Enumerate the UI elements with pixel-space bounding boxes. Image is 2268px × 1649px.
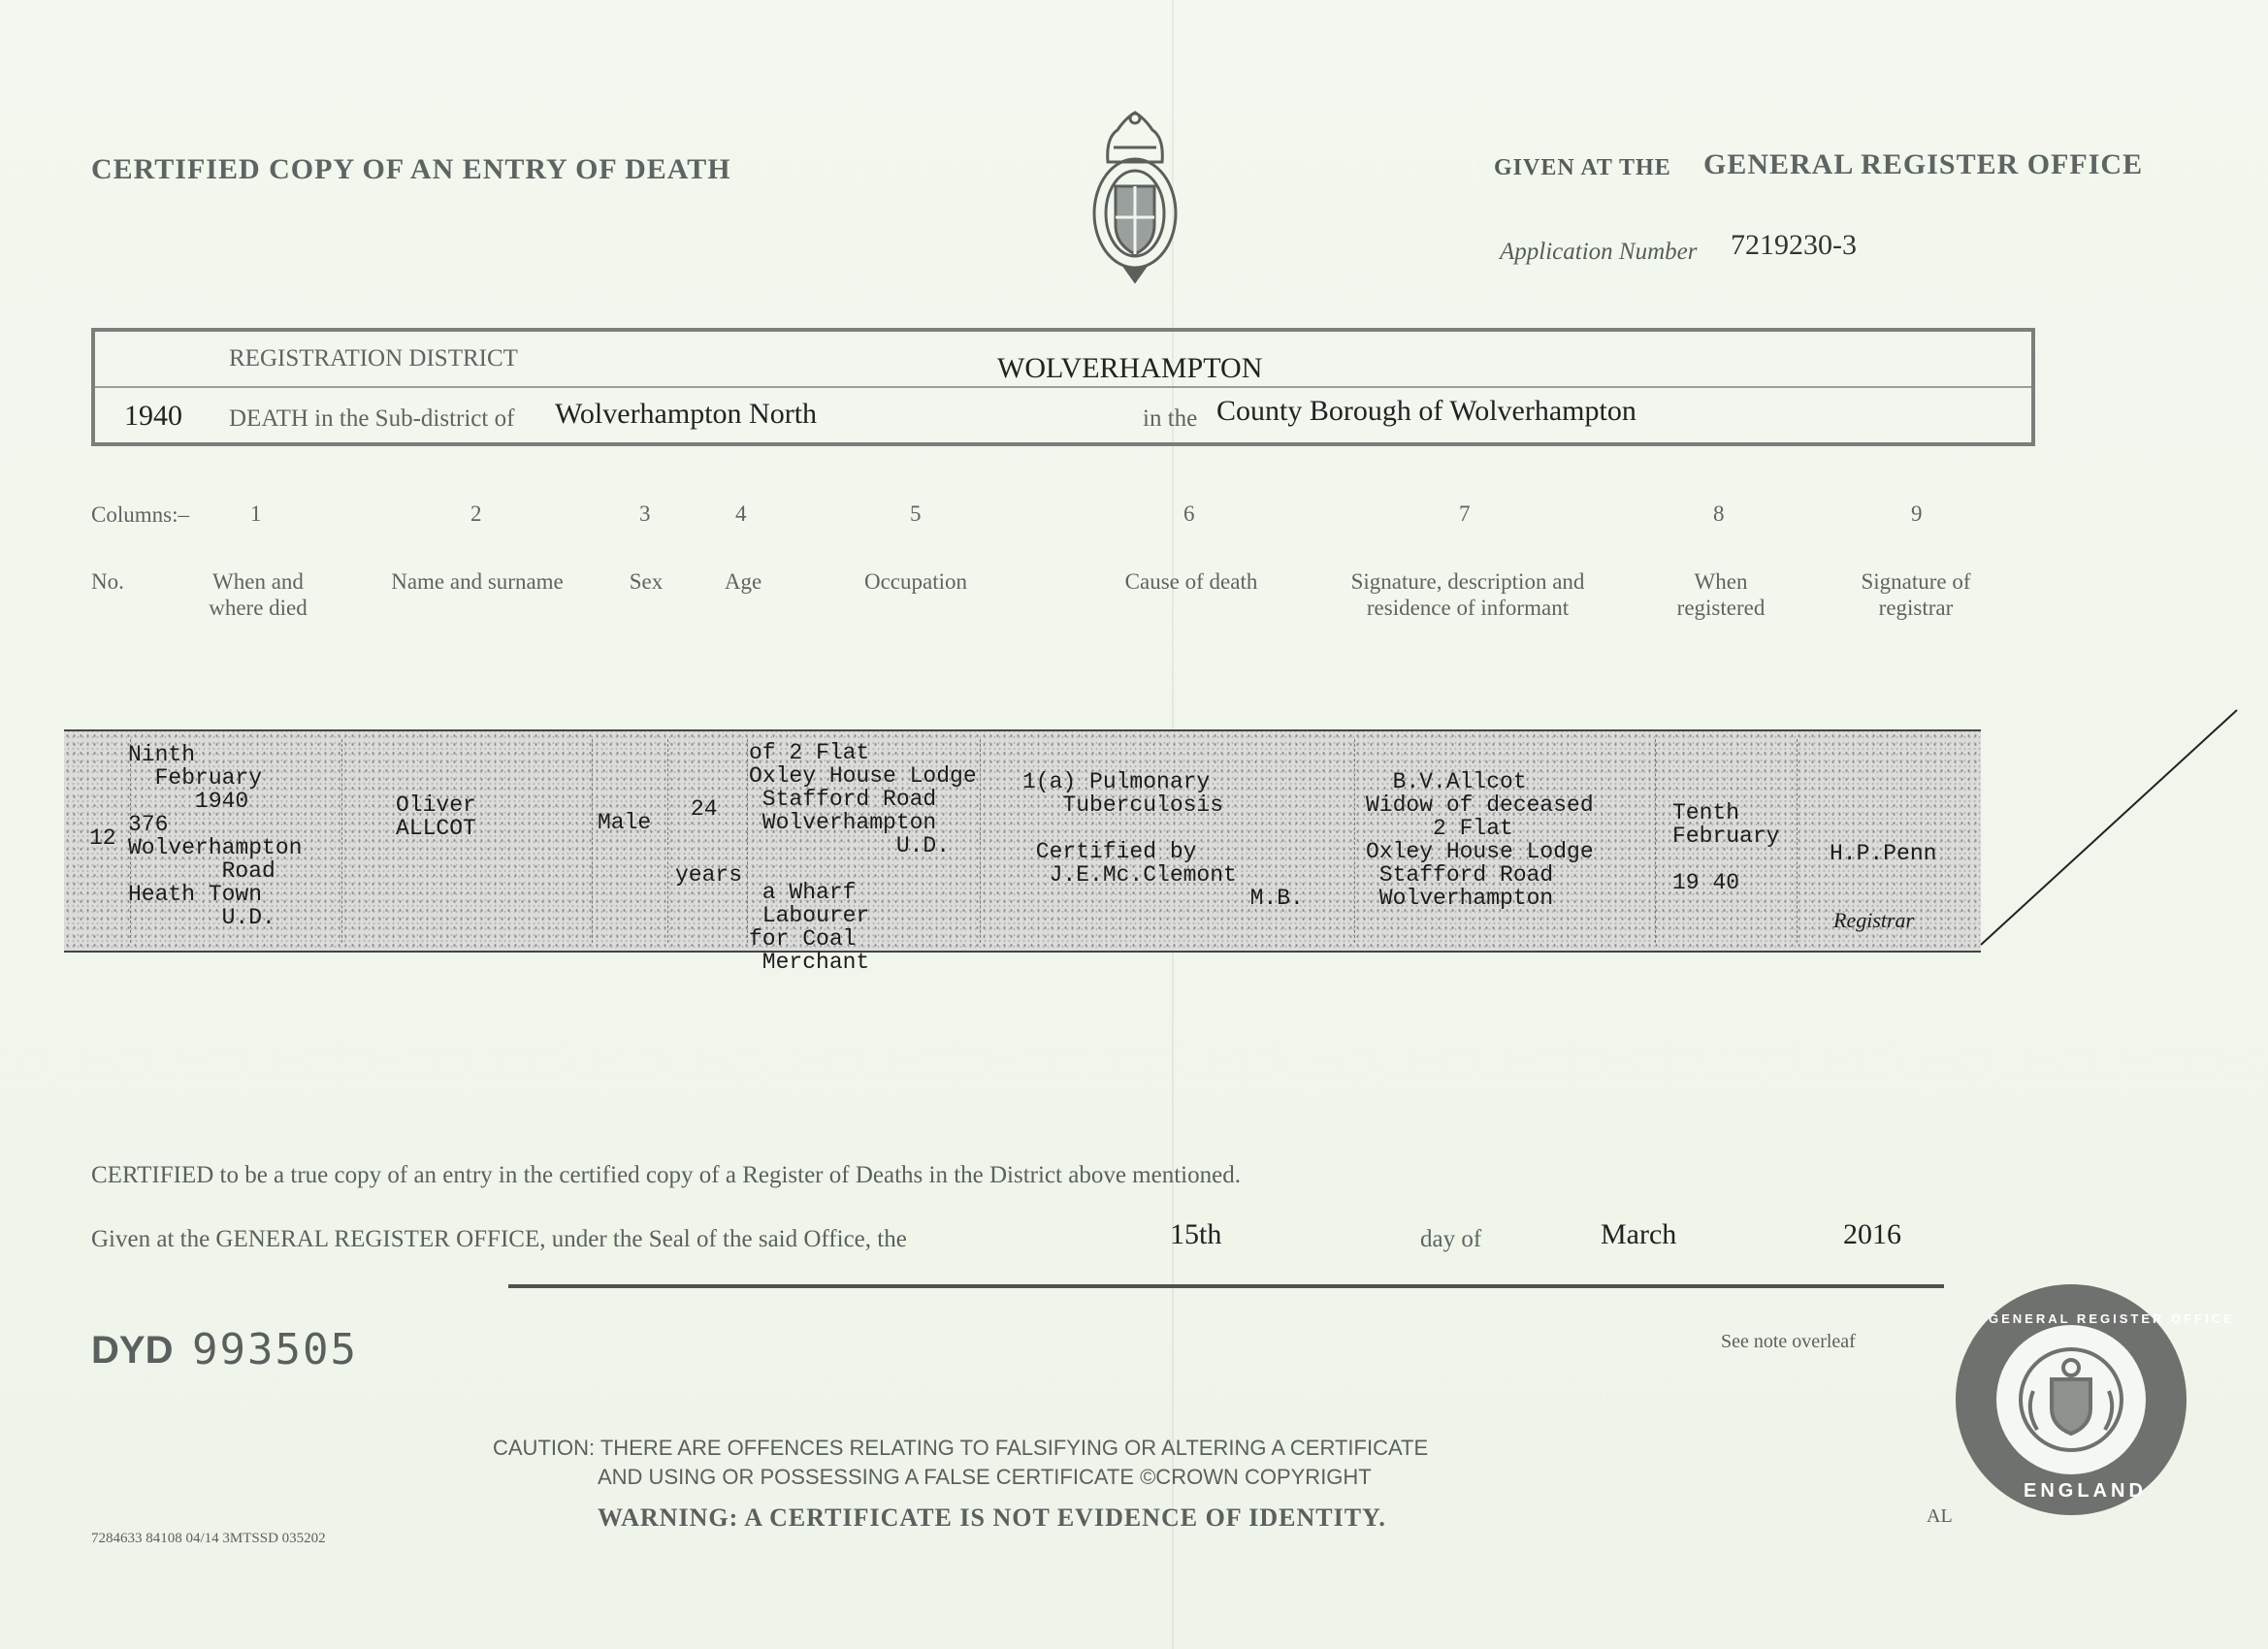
column-heading-age: Age [724,569,762,594]
entry-age-unit: years [675,862,743,888]
given-at-statement: Given at the GENERAL REGISTER OFFICE, under the Seal of the said Office, the [91,1226,907,1252]
column-number-9: 9 [1911,501,1923,526]
column-heading-cause: Cause of death [1124,569,1258,594]
entry-when-registered: Tenth February 19 40 [1672,800,1780,895]
application-label: Application Number [1500,239,1698,265]
serial-number: 993505 [192,1325,358,1374]
clerk-initials: AL [1927,1505,1953,1527]
registration-district: WOLVERHAMPTON [997,352,1263,384]
entry-age: 24 [691,796,718,822]
entry-name: Oliver ALLCOT [396,792,476,841]
column-number-7: 7 [1459,501,1471,526]
column-heading-registrar: Signature of registrar [1861,569,1971,620]
entry-sex: Male [598,810,652,835]
cancel-diagonal-line [1975,702,2247,954]
identity-warning: WARNING: A CERTIFICATE IS NOT EVIDENCE OF IDENTITY. [598,1504,1386,1532]
entry-registrar-title: Registrar [1833,908,1915,932]
entry-registrar: H.P.Penn [1830,841,1937,866]
column-heading-sex: Sex [629,569,664,594]
form-code: 7284633 84108 04/14 3MTSSD 035202 [91,1531,326,1546]
column-number-1: 1 [250,501,262,526]
registration-year: 1940 [124,400,182,432]
see-note-overleaf: See note overleaf [1721,1331,1856,1352]
column-heading-name: Name and surname [391,569,564,594]
certified-day: 15th [1170,1218,1222,1250]
column-number-5: 5 [910,501,922,526]
subdistrict-value: Wolverhampton North [555,398,818,430]
certificate-title: CERTIFIED COPY OF AN ENTRY OF DEATH [91,153,731,185]
subdistrict-label: DEATH in the Sub-district of [229,405,515,432]
seal-text-bottom: ENGLAND [2024,1480,2147,1502]
entry-when-where: Ninth February 1940 376 Wolverhampton Road Heath Town U.D. [128,742,303,930]
caution-line-2: AND USING OR POSSESSING A FALSE CERTIFICATE ©CROWN COPYRIGHT [598,1465,1372,1489]
certified-year: 2016 [1843,1218,1901,1250]
entry-cause: 1(a) Pulmonary Tuberculosis Certified by J.E.Mc.Clemont M.B. [1022,769,1304,911]
certification-rule [508,1284,1944,1288]
column-heading-occupation: Occupation [863,569,967,594]
entry-informant: B.V.Allcot Widow of deceased 2 Flat Oxley House Lodge Stafford Road Wolverhampton [1366,769,1594,911]
registration-district-label: REGISTRATION DISTRICT [229,345,518,372]
entry-number: 12 [89,825,116,851]
column-heading-informant: Signature, description and residence of informant [1350,569,1585,620]
application-number: 7219230-3 [1731,229,1857,261]
given-at-label: GIVEN AT THE [1494,155,1671,180]
seal-text-top: GENERAL REGISTER OFFICE [1989,1311,2235,1326]
certified-statement: CERTIFIED to be a true copy of an entry in the certified copy of a Register of Deaths in the District above mentioned. [91,1162,1241,1188]
column-heading-when-where: When and where died [209,569,308,620]
day-of-label: day of [1420,1226,1482,1252]
column-number-4: 4 [735,501,747,526]
county-value: County Borough of Wolverhampton [1216,395,1636,427]
columns-label: Columns:– [91,502,189,527]
column-number-2: 2 [470,501,482,526]
royal-crest-icon [1086,109,1183,298]
column-number-3: 3 [639,501,651,526]
column-heading-when-registered: When registered [1676,569,1766,620]
serial-prefix: DYD [91,1329,174,1372]
column-number-6: 6 [1183,501,1195,526]
column-number-8: 8 [1713,501,1725,526]
office-title: GENERAL REGISTER OFFICE [1703,148,2144,180]
certified-month: March [1601,1218,1677,1250]
column-heading-no: No. [91,569,124,594]
caution-line-1: CAUTION: THERE ARE OFFENCES RELATING TO FALSIFYING OR ALTERING A CERTIFICATE [493,1436,1429,1460]
in-the-label: in the [1143,405,1198,432]
entry-occupation: of 2 Flat Oxley House Lodge Stafford Road Wolverhampton U.D. a Wharf Labourer for Coal Merchant [749,740,977,975]
